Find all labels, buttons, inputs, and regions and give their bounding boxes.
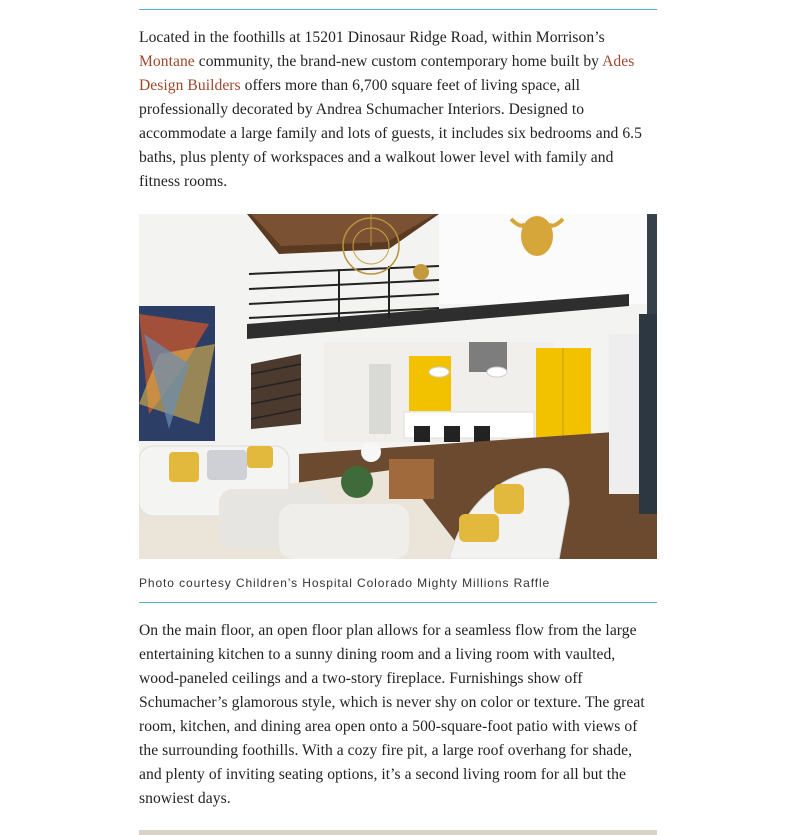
- intro-text-2: community, the brand-new custom contemporary home built by: [194, 53, 603, 70]
- montane-link[interactable]: Montane: [139, 53, 195, 70]
- next-photo-top-edge: [139, 830, 657, 835]
- intro-text-3: offers more than 6,700 square feet of living space, all professionally decorated by Andrea Schumacher Interiors. Designed to accommodate a large family and lots of guests, it includes six bedrooms and 6.5 baths, plus plenty of workspaces and a walkout lower level with family and fitness rooms.: [139, 77, 642, 190]
- photo-caption: Photo courtesy Children’s Hospital Colorado Mighty Millions Raffle: [139, 576, 551, 590]
- ades-design-builders-link[interactable]: Ades Design Builders: [139, 53, 635, 94]
- main-floor-paragraph: On the main floor, an open floor plan allows for a seamless flow from the large entertaining kitchen to a sunny dining room and a living room with vaulted, wood-paneled ceilings and a two-story fireplace. Furnishings show off Schumacher’s glamorous style, which is never shy on color or texture. The great room, kitchen, and dining area open onto a 500-square-foot patio with views of the surrounding foothills. With a cozy fire pit, a large roof overhang for shade, and plenty of inviting seating options, it’s a second living room for all but the snowiest days.: [139, 622, 645, 807]
- great-room-photo: [139, 214, 657, 559]
- top-divider: [139, 9, 657, 10]
- intro-text-1: Located in the foothills at 15201 Dinosaur Ridge Road, within Morrison’s: [139, 29, 605, 46]
- intro-paragraph: [139, 26, 657, 194]
- caption-divider: [139, 602, 657, 603]
